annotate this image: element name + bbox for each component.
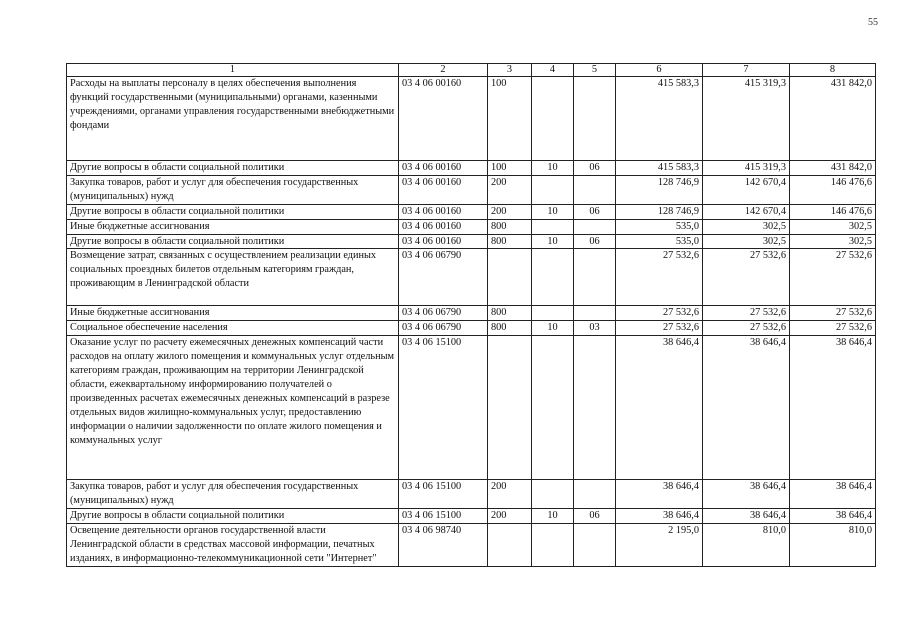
table-row bbox=[67, 509, 876, 524]
row-value-3: 27 532,6 bbox=[790, 321, 876, 336]
header-cell: 4 bbox=[532, 64, 574, 77]
row-pr: 06 bbox=[574, 234, 616, 249]
row-pr bbox=[574, 336, 616, 480]
row-code: 03 4 06 15100 bbox=[399, 509, 488, 524]
row-vr: 100 bbox=[488, 77, 532, 161]
row-name: Иные бюджетные ассигнования bbox=[67, 306, 399, 321]
row-name: Закупка товаров, работ и услуг для обеспечения государственных (муниципальных) нужд bbox=[67, 480, 399, 509]
header-cell: 8 bbox=[790, 64, 876, 77]
row-pr: 06 bbox=[574, 161, 616, 176]
row-value-2: 38 646,4 bbox=[703, 509, 790, 524]
row-value-2: 302,5 bbox=[703, 219, 790, 234]
row-rz bbox=[532, 219, 574, 234]
row-name: Оказание услуг по расчету ежемесячных денежных компенсаций части расходов на оплату жилого помещения и коммунальных услуг отдельным категориям граждан, проживающим на территории Ленинградской области, ежеквартальному информированию получателей о произведенных расчетах ежемесячных денежных компенсаций в разрезе отдельных видов жилищно-коммунальных услуг, предоставлению информации о наличии задолженности по оплате жилого помещения и коммунальных услуг bbox=[67, 336, 399, 480]
row-pr bbox=[574, 219, 616, 234]
row-pr bbox=[574, 77, 616, 161]
row-value-3: 302,5 bbox=[790, 234, 876, 249]
row-code: 03 4 06 00160 bbox=[399, 77, 488, 161]
row-rz bbox=[532, 480, 574, 509]
table-header-row bbox=[67, 64, 876, 77]
row-value-2: 302,5 bbox=[703, 234, 790, 249]
table-row bbox=[67, 249, 876, 306]
header-cell: 5 bbox=[574, 64, 616, 77]
row-pr bbox=[574, 523, 616, 566]
row-rz bbox=[532, 175, 574, 204]
row-vr: 200 bbox=[488, 480, 532, 509]
row-value-1: 27 532,6 bbox=[616, 249, 703, 306]
row-vr: 800 bbox=[488, 306, 532, 321]
table-row bbox=[67, 523, 876, 566]
table-row bbox=[67, 175, 876, 204]
row-value-3: 302,5 bbox=[790, 219, 876, 234]
row-value-1: 535,0 bbox=[616, 234, 703, 249]
row-code: 03 4 06 00160 bbox=[399, 175, 488, 204]
row-name: Другие вопросы в области социальной политики bbox=[67, 234, 399, 249]
row-value-3: 810,0 bbox=[790, 523, 876, 566]
row-value-1: 38 646,4 bbox=[616, 336, 703, 480]
row-rz bbox=[532, 523, 574, 566]
row-pr: 06 bbox=[574, 509, 616, 524]
row-rz bbox=[532, 336, 574, 480]
row-value-3: 38 646,4 bbox=[790, 336, 876, 480]
row-value-2: 142 670,4 bbox=[703, 204, 790, 219]
row-value-2: 415 319,3 bbox=[703, 77, 790, 161]
row-vr: 800 bbox=[488, 234, 532, 249]
row-rz: 10 bbox=[532, 509, 574, 524]
row-value-1: 27 532,6 bbox=[616, 306, 703, 321]
row-pr bbox=[574, 175, 616, 204]
row-vr: 200 bbox=[488, 175, 532, 204]
row-code: 03 4 06 15100 bbox=[399, 336, 488, 480]
row-value-3: 38 646,4 bbox=[790, 480, 876, 509]
row-rz: 10 bbox=[532, 204, 574, 219]
row-rz: 10 bbox=[532, 234, 574, 249]
header-cell: 2 bbox=[399, 64, 488, 77]
row-value-3: 38 646,4 bbox=[790, 509, 876, 524]
row-value-3: 431 842,0 bbox=[790, 77, 876, 161]
row-value-2: 27 532,6 bbox=[703, 321, 790, 336]
row-code: 03 4 06 06790 bbox=[399, 249, 488, 306]
row-name: Иные бюджетные ассигнования bbox=[67, 219, 399, 234]
row-name: Социальное обеспечение населения bbox=[67, 321, 399, 336]
row-value-1: 128 746,9 bbox=[616, 204, 703, 219]
row-value-3: 27 532,6 bbox=[790, 249, 876, 306]
row-value-1: 128 746,9 bbox=[616, 175, 703, 204]
table-row bbox=[67, 336, 876, 480]
row-name: Другие вопросы в области социальной политики bbox=[67, 509, 399, 524]
row-value-1: 27 532,6 bbox=[616, 321, 703, 336]
table-row bbox=[67, 204, 876, 219]
row-code: 03 4 06 00160 bbox=[399, 234, 488, 249]
row-value-1: 2 195,0 bbox=[616, 523, 703, 566]
budget-table bbox=[66, 63, 876, 567]
table-row bbox=[67, 306, 876, 321]
table-row bbox=[67, 321, 876, 336]
row-value-2: 27 532,6 bbox=[703, 249, 790, 306]
row-value-1: 535,0 bbox=[616, 219, 703, 234]
row-vr: 200 bbox=[488, 204, 532, 219]
row-value-2: 415 319,3 bbox=[703, 161, 790, 176]
row-value-1: 38 646,4 bbox=[616, 509, 703, 524]
row-code: 03 4 06 00160 bbox=[399, 161, 488, 176]
row-code: 03 4 06 06790 bbox=[399, 321, 488, 336]
row-code: 03 4 06 15100 bbox=[399, 480, 488, 509]
row-rz bbox=[532, 249, 574, 306]
header-cell: 1 bbox=[67, 64, 399, 77]
row-rz bbox=[532, 77, 574, 161]
header-cell: 6 bbox=[616, 64, 703, 77]
row-pr: 03 bbox=[574, 321, 616, 336]
row-name: Закупка товаров, работ и услуг для обеспечения государственных (муниципальных) нужд bbox=[67, 175, 399, 204]
row-name: Освещение деятельности органов государственной власти Ленинградской области в средствах массовой информации, печатных изданиях, в информационно-телекоммуникационной сети "Интернет" bbox=[67, 523, 399, 566]
header-cell: 3 bbox=[488, 64, 532, 77]
row-rz: 10 bbox=[532, 161, 574, 176]
row-value-3: 27 532,6 bbox=[790, 306, 876, 321]
row-code: 03 4 06 98740 bbox=[399, 523, 488, 566]
row-pr bbox=[574, 306, 616, 321]
table-row bbox=[67, 234, 876, 249]
row-name: Другие вопросы в области социальной политики bbox=[67, 204, 399, 219]
header-cell: 7 bbox=[703, 64, 790, 77]
row-value-2: 810,0 bbox=[703, 523, 790, 566]
table-row bbox=[67, 219, 876, 234]
row-value-2: 27 532,6 bbox=[703, 306, 790, 321]
table-row bbox=[67, 77, 876, 161]
row-name: Возмещение затрат, связанных с осуществлением реализации единых социальных проездных билетов отдельным категориям граждан, проживающим в Ленинградской области bbox=[67, 249, 399, 306]
row-value-3: 431 842,0 bbox=[790, 161, 876, 176]
table-row bbox=[67, 480, 876, 509]
row-code: 03 4 06 00160 bbox=[399, 219, 488, 234]
row-value-2: 38 646,4 bbox=[703, 336, 790, 480]
row-name: Расходы на выплаты персоналу в целях обеспечения выполнения функций государственными (муниципальными) органами, казенными учреждениями, органами управления государственными внебюджетными фондами bbox=[67, 77, 399, 161]
row-pr: 06 bbox=[574, 204, 616, 219]
row-pr bbox=[574, 249, 616, 306]
row-value-2: 38 646,4 bbox=[703, 480, 790, 509]
row-vr: 800 bbox=[488, 321, 532, 336]
row-value-1: 415 583,3 bbox=[616, 77, 703, 161]
row-vr bbox=[488, 249, 532, 306]
row-code: 03 4 06 06790 bbox=[399, 306, 488, 321]
row-value-1: 38 646,4 bbox=[616, 480, 703, 509]
row-vr: 100 bbox=[488, 161, 532, 176]
row-rz: 10 bbox=[532, 321, 574, 336]
row-value-2: 142 670,4 bbox=[703, 175, 790, 204]
row-rz bbox=[532, 306, 574, 321]
row-value-3: 146 476,6 bbox=[790, 204, 876, 219]
row-vr bbox=[488, 523, 532, 566]
row-vr: 200 bbox=[488, 509, 532, 524]
row-value-3: 146 476,6 bbox=[790, 175, 876, 204]
row-name: Другие вопросы в области социальной политики bbox=[67, 161, 399, 176]
page-number: 55 bbox=[868, 17, 878, 28]
row-code: 03 4 06 00160 bbox=[399, 204, 488, 219]
row-pr bbox=[574, 480, 616, 509]
row-vr bbox=[488, 336, 532, 480]
table-row bbox=[67, 161, 876, 176]
row-vr: 800 bbox=[488, 219, 532, 234]
row-value-1: 415 583,3 bbox=[616, 161, 703, 176]
